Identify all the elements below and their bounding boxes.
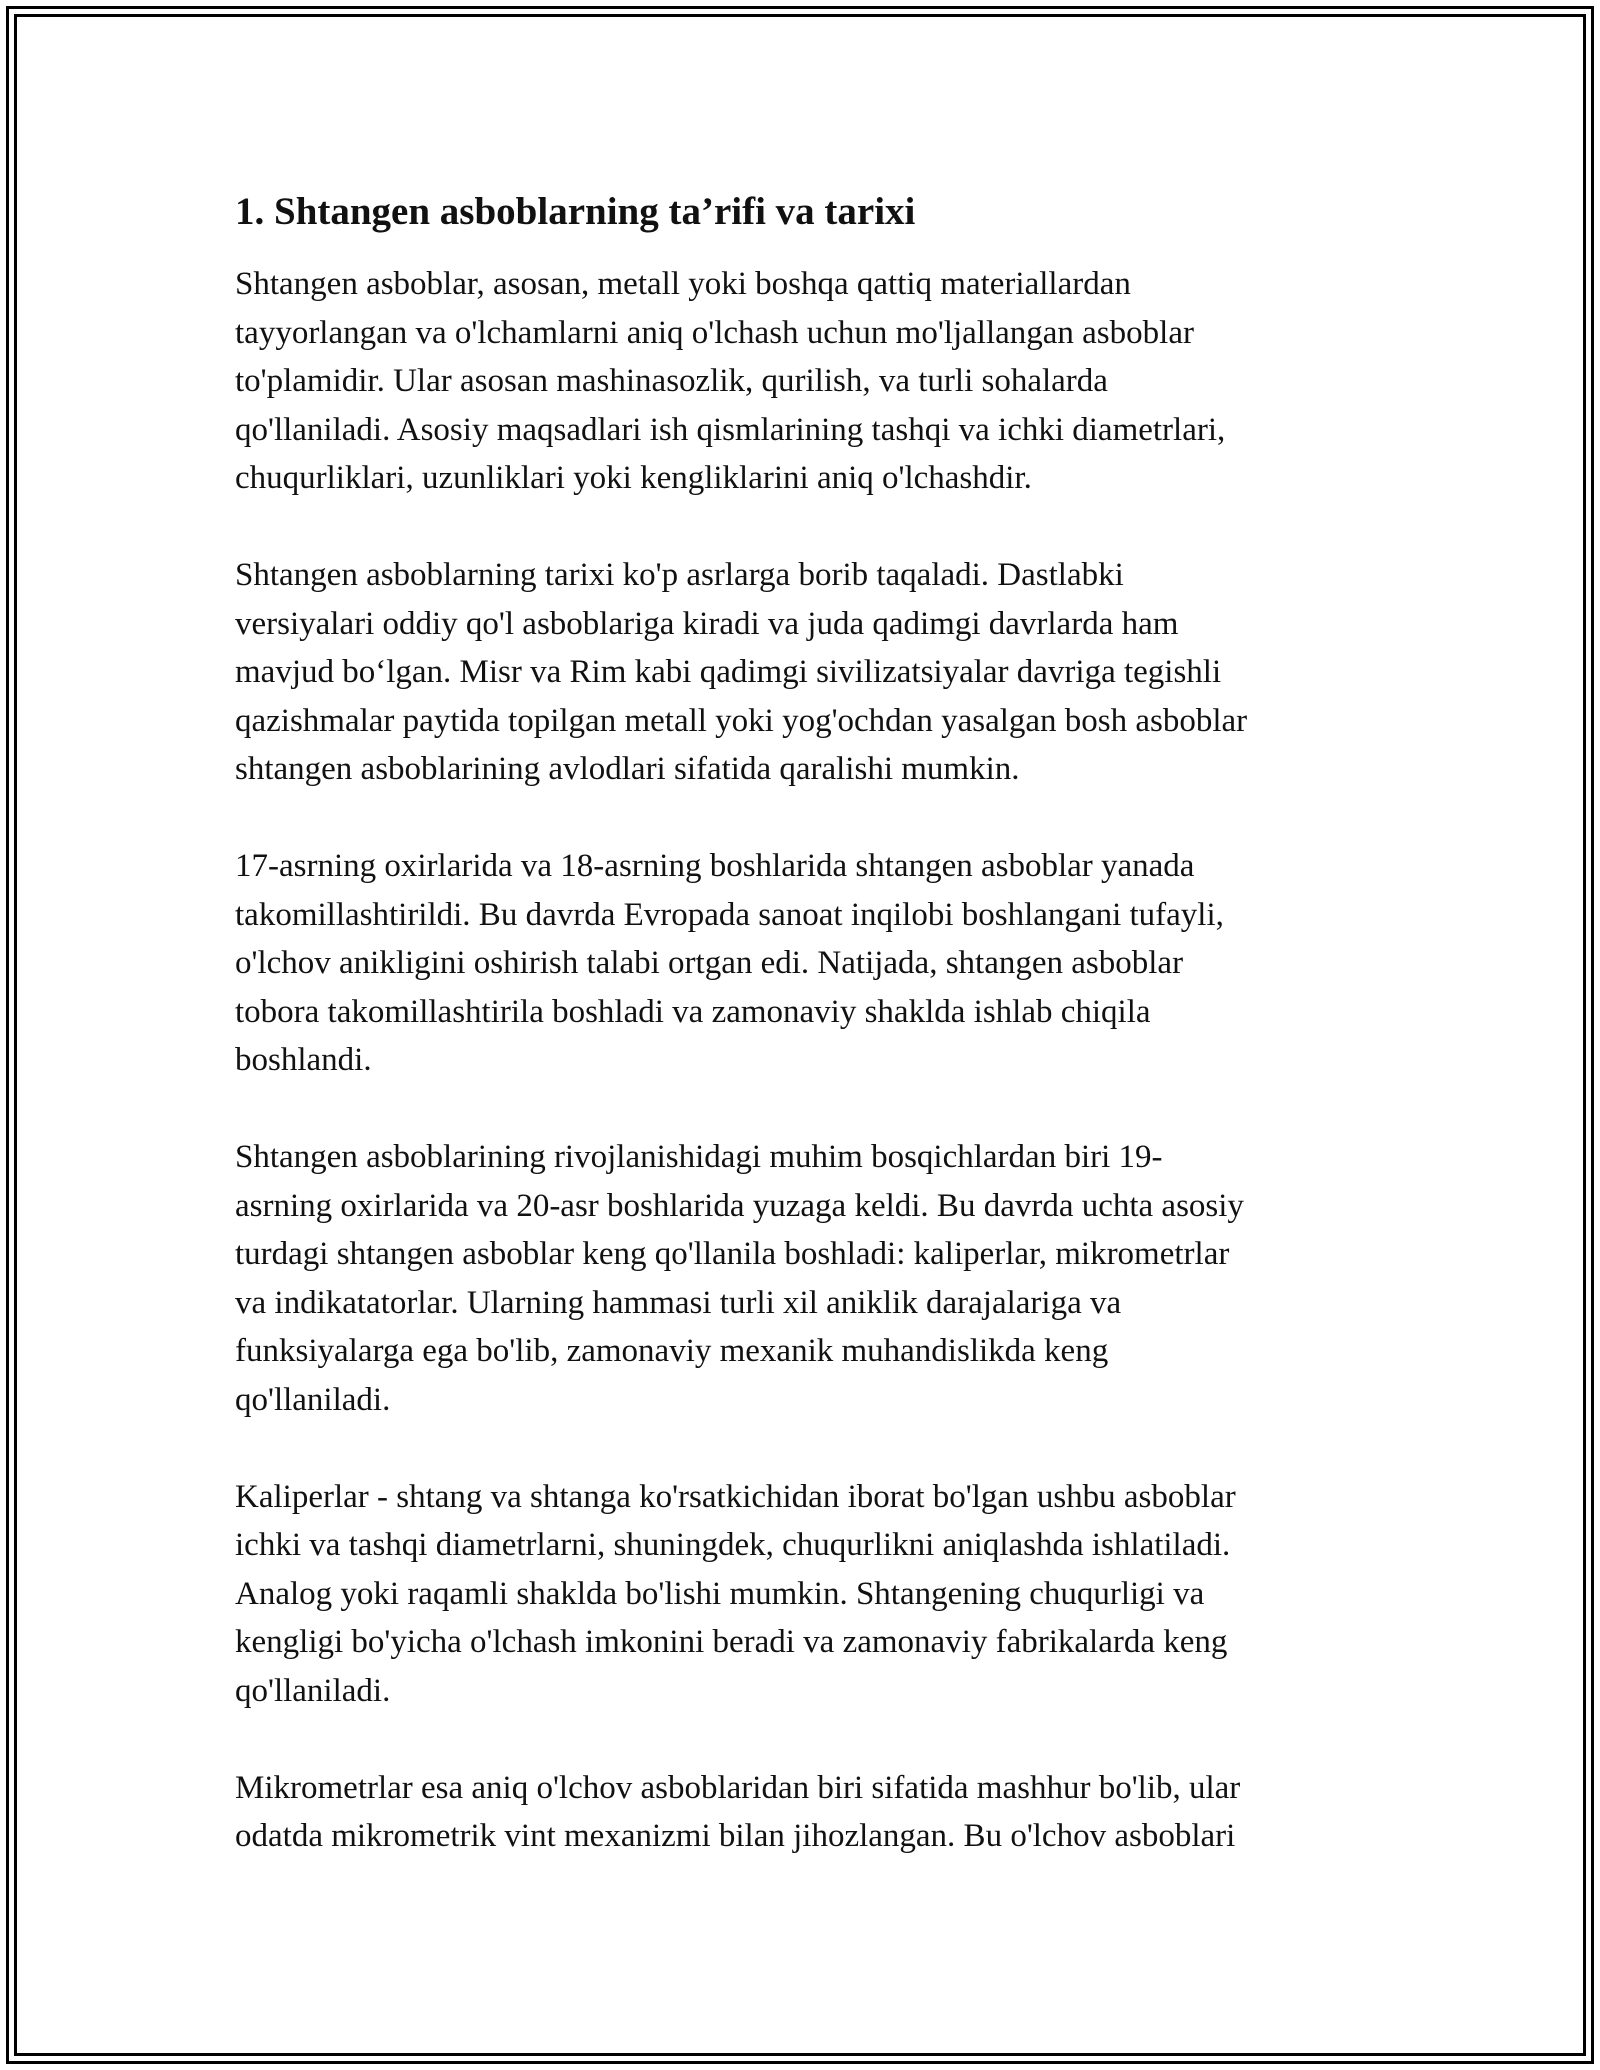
text-line: qazishmalar paytida topilgan metall yoki yog'ochdan yasalgan bosh asboblar <box>235 702 1248 739</box>
document-body <box>235 188 1385 1909</box>
paragraph-micrometers <box>235 1764 1385 1861</box>
text-line: versiyalari oddiy qo'l asboblariga kiradi va juda qadimgi davrlarda ham <box>235 605 1179 642</box>
text-line: tayyorlangan va o'lchamlarni aniq o'lchash uchun mo'ljallangan asboblar <box>235 314 1194 351</box>
text-line: Analog yoki raqamli shaklda bo'lishi mumkin. Shtangening chuqurligi va <box>235 1575 1205 1612</box>
text-line: shtangen asboblarining avlodlari sifatida qaralishi mumkin. <box>235 751 1020 787</box>
text-line: tobora takomillashtirila boshladi va zamonaviy shaklda ishlab chiqila <box>235 993 1151 1030</box>
paragraph-calipers <box>235 1473 1385 1716</box>
text-line: Shtangen asboblarining rivojlanishidagi muhim bosqichlardan biri 19- <box>235 1139 1163 1175</box>
paragraph-definition <box>235 260 1385 503</box>
paragraph-17th-century <box>235 842 1385 1085</box>
paragraph-19th-century <box>235 1133 1385 1424</box>
text-line: odatda mikrometrik vint mexanizmi bilan jihozlangan. Bu o'lchov asboblari <box>235 1818 1236 1854</box>
text-line: ichki va tashqi diametrlarni, shuningdek, chuqurlikni aniqlashda ishlatiladi. <box>235 1527 1231 1563</box>
text-line: boshlandi. <box>235 1042 372 1078</box>
text-line: takomillashtirildi. Bu davrda Evropada sanoat inqilobi boshlangani tufayli, <box>235 896 1224 933</box>
text-line: to'plamidir. Ular asosan mashinasozlik, qurilish, va turli sohalarda <box>235 363 1108 399</box>
text-line: qo'llaniladi. <box>235 1381 391 1418</box>
text-line: mavjud bo‘lgan. Misr va Rim kabi qadimgi sivilizatsiyalar davriga tegishli <box>235 654 1222 690</box>
text-line: Shtangen asboblarning tarixi ko'p asrlarga borib taqaladi. Dastlabki <box>235 557 1124 593</box>
text-line: funksiyalarga ega bo'lib, zamonaviy mexanik muhandislikda keng <box>235 1333 1109 1369</box>
text-line: qo'llaniladi. <box>235 1672 391 1709</box>
text-line: asrning oxirlarida va 20-asr boshlarida yuzaga keldi. Bu davrda uchta asosiy <box>235 1187 1244 1224</box>
text-line: turdagi shtangen asboblar keng qo'llanila boshladi: kaliperlar, mikrometrlar <box>235 1236 1230 1272</box>
text-line: Shtangen asboblar, asosan, metall yoki boshqa qattiq materiallardan <box>235 266 1131 302</box>
text-line: qo'llaniladi. Asosiy maqsadlari ish qismlarining tashqi va ichki diametrlari, <box>235 411 1226 448</box>
text-line: va indikatatorlar. Ularning hammasi turli xil aniklik darajalariga va <box>235 1284 1122 1321</box>
text-line: 17-asrning oxirlarida va 18-asrning boshlarida shtangen asboblar yanada <box>235 848 1195 884</box>
text-line: kengligi bo'yicha o'lchash imkonini beradi va zamonaviy fabrikalarda keng <box>235 1624 1228 1660</box>
text-line: Mikrometrlar esa aniq o'lchov asboblaridan biri sifatida mashhur bo'lib, ular <box>235 1769 1241 1806</box>
text-line: o'lchov anikligini oshirish talabi ortgan edi. Natijada, shtangen asboblar <box>235 945 1184 981</box>
section-heading: 1. Shtangen asboblarning ta’rifi va tarixi <box>235 190 916 233</box>
text-line: chuqurliklari, uzunliklari yoki kengliklarini aniq o'lchashdir. <box>235 460 1032 496</box>
paragraph-history <box>235 551 1385 794</box>
text-line: Kaliperlar - shtang va shtanga ko'rsatkichidan iborat bo'lgan ushbu asboblar <box>235 1478 1236 1515</box>
